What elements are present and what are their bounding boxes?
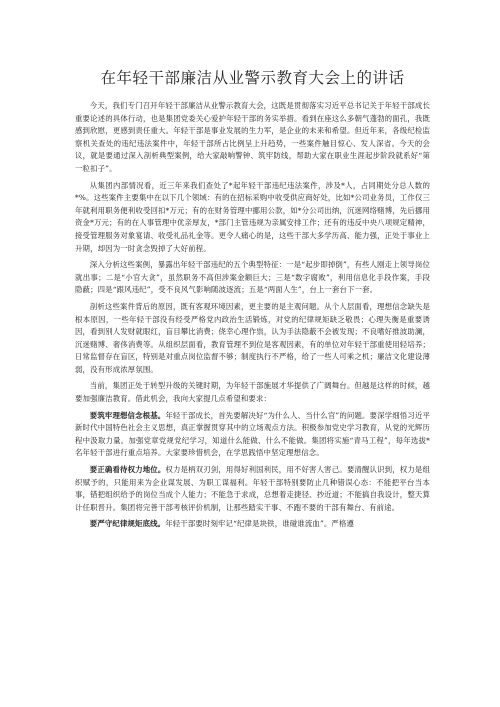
requirement-power [75, 464, 430, 514]
paragraph-opening: 今天，我们专门召开年轻干部廉洁从业警示教育大会，这既是贯彻落实习近平总书记关于年轻干部成长重要论述的具体行动，也是集团党委关心爱护年轻干部的务实举措。看到在座这么多朝气蓬勃的面孔，我既感到欣慰，更感到责任重大。年轻干部是事业发展的生力军，是企业的未来和希望。但近年来，各级纪检监察机关查处的违纪违法案件中，年轻干部所占比例呈上升趋势，一些案件触目惊心、发人深省。今天的会议，就是要通过深入剖析典型案例，给大家敲响警钟、筑牢防线，帮助大家在职业生涯起步阶段就系好“第一粒扣子”。 [75, 101, 430, 173]
requirement-discipline [75, 518, 430, 531]
requirement-ideals [75, 410, 430, 460]
requirement-text: 权力是柄双刃剑，用得好利国利民，用不好害人害己。要清醒认识到，权力是组织赋予的，只能用来为企业谋发展、为职工谋福利。年轻干部特别要防止几种错误心态：不能把平台当本事，错把组织给予的岗位当成个人能力；不能急于求成，总想着走捷径、抄近道；不能搞自我设计，整天算计任职晋升。集团将完善干部考核评价机制，让那些踏实干事、不跑不要的干部有舞台、有前途。 [75, 465, 430, 512]
requirement-heading: 要正确看待权力地位。 [89, 465, 166, 475]
requirement-heading: 要筑牢理想信念根基。 [89, 410, 166, 420]
paragraph-causes: 剖析这些案件背后的原因，既有客观环境因素，更主要的是主观问题。从个人层面看，理想信念缺失是根本原因，一些年轻干部没有经受严格党内政治生活锻炼，对党的纪律规矩缺乏敬畏；心理失衡是重要诱因，看到别人发财就眼红，盲目攀比消费；侥幸心理作祟，认为手法隐蔽不会被发现；不良嗜好推波助澜，沉迷赌博、奢侈消费等。从组织层面看，教育管理不到位是客观因素，有的单位对年轻干部重使用轻培养；日常监督存在盲区，特别是对重点岗位监督不够；制度执行不严格，给了一些人可乘之机；廉洁文化建设薄弱，没有形成浓厚氛围。 [75, 301, 430, 374]
requirement-text: 年轻干部成长，首先要解决好“为什么人、当什么官”的问题。要深学细悟习近平新时代中国特色社会主义思想，真正掌握贯穿其中的立场观点方法。积极参加党史学习教育，从党的光辉历程中汲取力量。加强党章党规党纪学习，知道什么能做、什么不能做。集团将实施“青马工程”，每年选拔*名年轻干部进行重点培养。大家要珍惜机会，在学思践悟中坚定理想信念。 [75, 410, 430, 458]
document-title: 在年轻干部廉洁从业警示教育大会上的讲话 [100, 69, 405, 87]
paragraph-transition: 当前，集团正处于转型升级的关键时期，为年轻干部施展才华提供了广阔舞台。但越是这样的时候，越要加强廉洁教育。借此机会，我向大家提几点希望和要求： [75, 381, 430, 404]
paragraph-features: 深入分析这些案例，暴露出年轻干部违纪的五个典型特征：一是“起步即掉倒”，有些人刚走上领导岗位就出事；二是“小官大贪”，虽然职务不高但涉案金额巨大；三是“数字腐败”，利用信息化手段作案，手段隐蔽；四是“跟风违纪”，受不良风气影响随波逐流；五是“两面人生”，台上一套台下一套。 [75, 260, 430, 295]
requirement-text: 年轻干部要时刻牢记“纪律是块铁，谁碰谁流血”。严格遵 [165, 519, 355, 529]
paragraph-cases: 从集团内部情况看，近三年来我们查处了*起年轻干部违纪违法案件，涉及*人，占同期处分总人数的*%。这些案件主要集中在以下几个领域：有的在招标采购中收受供应商好处，比如*公司业务员，工作仅三年就利用职务便利收受回扣*万元；有的在财务管理中挪用公款，如*分公司出纳，沉迷网络赌博，先后挪用资金*万元；有的在人事管理中优亲厚友，*部门主管违规为亲属安排工作；还有的违反中央八项规定精神，接受管理服务对象宴请、收受礼品礼金等。更令人痛心的是，这些干部大多学历高、能力强，正处于事业上升期，却因为一时贪念毁掉了大好前程。 [75, 180, 430, 253]
requirement-heading: 要严守纪律规矩底线。 [89, 519, 166, 529]
